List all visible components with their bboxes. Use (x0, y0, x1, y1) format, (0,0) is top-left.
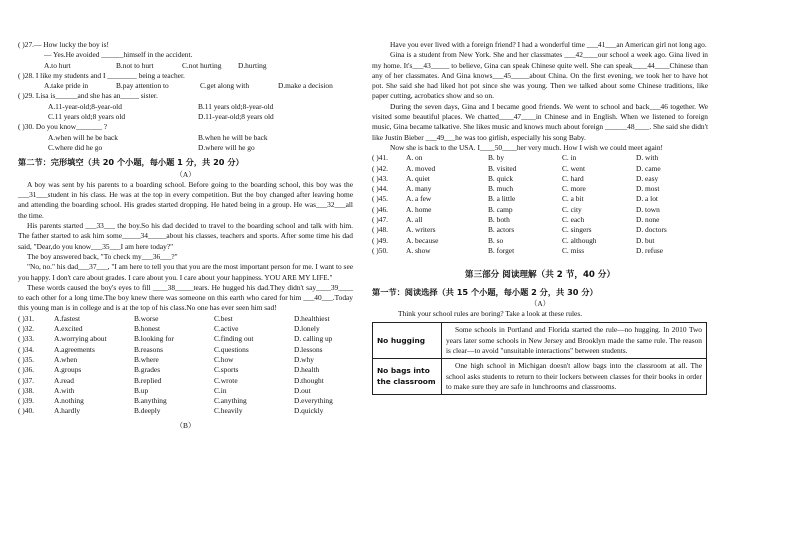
option-a: A.when (54, 354, 78, 364)
option-b: B.deeply (134, 406, 161, 416)
option-a: A.groups (54, 365, 82, 375)
option-b: B. visited (488, 163, 517, 173)
q29-options-row1 (18, 102, 353, 112)
option-row (18, 406, 353, 416)
option-d: D.hurting (238, 60, 267, 70)
question-number: ( )50. (372, 245, 389, 255)
option-d: D. none (636, 215, 660, 225)
passage-a-paragraph: The boy answered back, "To check my___36___?" (27, 251, 178, 261)
question-number: ( )41. (372, 153, 389, 163)
option-c: C.best (214, 313, 233, 323)
option-d: D.where will he go (198, 142, 255, 152)
option-c: C. hard (562, 173, 584, 183)
option-c: C.get along with (200, 81, 250, 91)
option-b: B. actors (488, 225, 515, 235)
question-number: ( )40. (18, 406, 35, 416)
option-row (18, 345, 353, 355)
option-d: D. a lot (636, 194, 658, 204)
option-c: C.active (214, 324, 239, 334)
option-d: D. most (636, 184, 660, 194)
option-b: B. forget (488, 245, 515, 255)
option-b: B.not to hurt (116, 60, 154, 70)
option-c: C.11 years old;8 years old (48, 112, 126, 122)
option-a: A.to hurt (44, 60, 71, 70)
option-d: D. doctors (636, 225, 667, 235)
option-a: A.fastest (54, 313, 81, 323)
option-b: B. much (488, 184, 514, 194)
question-number: ( )44. (372, 184, 389, 194)
option-d: D. with (636, 153, 659, 163)
option-c: C. although (562, 235, 597, 245)
q28-options (18, 81, 353, 91)
option-d: D. refuse (636, 245, 664, 255)
option-a: A.with (54, 385, 75, 395)
option-a: A. moved (406, 163, 436, 173)
option-b: B.looking for (134, 334, 174, 344)
option-row (372, 236, 708, 246)
option-b: B.honest (134, 324, 161, 334)
option-row (18, 314, 353, 324)
option-c: C.in (214, 385, 227, 395)
option-b: B. camp (488, 204, 513, 214)
option-a: A.nothing (54, 396, 84, 406)
q27-options (18, 61, 353, 71)
question-number: ( )32. (18, 324, 35, 334)
option-b: B.11 years old;8-year-old (198, 101, 274, 111)
left-column (18, 40, 353, 431)
question-number: ( )34. (18, 344, 35, 354)
part3-title: 第三部分 阅读理解（共 2 节，40 分） (464, 270, 616, 281)
table-row (373, 323, 707, 359)
option-d: D.thought (294, 375, 324, 385)
option-c: C.sports (214, 365, 239, 375)
right-column (372, 40, 708, 395)
question-number: ( )33. (18, 334, 35, 344)
rule-body: Some schools in Portland and Florida started the rule—no hugging. In 2010 Two years later some schools in New Jersey and Brooklyn made the same rule. The reason is clear—to avoid "unsuitable interactions" between students. (442, 323, 707, 359)
question-number: ( )43. (372, 173, 389, 183)
question-number: ( )42. (372, 163, 389, 173)
question-number: ( )37. (18, 375, 35, 385)
option-d: D.health (294, 365, 320, 375)
option-row (18, 376, 353, 386)
option-c: C. singers (562, 225, 592, 235)
option-c: C. went (562, 163, 585, 173)
q27-line2: — Yes.He avoided ______himself in the accident. (44, 50, 193, 60)
option-c: C. a bit (562, 194, 584, 204)
passage-b-paragraph: Now she is back to the USA. I____50____her very much. How I wish we could meet again! (390, 142, 663, 152)
passage-a-paragraph: "No, no." his dad___37___, "I am here to tell you that you are the most important person for me. I want to see you happy. I don't care about grades. I care about you. I care about your happiness. YOU ARE MY LIFE." (18, 262, 353, 282)
option-a: A.worrying about (54, 334, 107, 344)
option-d: D.healthiest (294, 313, 330, 323)
option-d: D.why (294, 354, 314, 364)
option-b: B.grades (134, 365, 161, 375)
option-row (372, 246, 708, 256)
option-a: A.11-year-old;8-year-old (48, 101, 122, 111)
question-number: ( )46. (372, 204, 389, 214)
option-c: C. each (562, 215, 585, 225)
option-c: C.heavily (214, 406, 243, 416)
option-row (372, 194, 708, 204)
option-a: A.hardly (54, 406, 81, 416)
option-row (372, 174, 708, 184)
reading-passage-a-label: （A） (529, 298, 551, 308)
option-a: A. show (406, 245, 431, 255)
option-d: D. but (636, 235, 655, 245)
rule-heading: No hugging (373, 323, 442, 359)
option-a: A.excited (54, 324, 83, 334)
question-number: ( )35. (18, 354, 35, 364)
option-row (372, 215, 708, 225)
option-c: C. in (562, 153, 577, 163)
passage-a-paragraph: These words caused the boy's eyes to fill ____38_____tears. He hugged his dad.They didn't say____39____ to each other for a long time.The boy knew there was someone on this earth who cared for him ___40___.Today this young man is in college and is at the top of his class.No one has ever seen him sad! (18, 282, 353, 313)
option-b: B. so (488, 235, 504, 245)
option-d: D.quickly (294, 406, 324, 416)
question-number: ( )45. (372, 194, 389, 204)
passage-a-paragraph: His parents started ___33___ the boy.So his dad decided to travel to the boarding school and talk with him. The father started to ask him some_____34_____about his classes, teachers and sports. After some time his dad said, "Dear,do you know___35___I am here today?" (18, 221, 353, 251)
option-a: A. a few (406, 194, 432, 204)
question-number: ( )38. (18, 385, 35, 395)
question-number: ( )48. (372, 225, 389, 235)
option-a: A.when will he be back (48, 132, 118, 142)
option-b: B.anything (134, 396, 167, 406)
option-d: D. came (636, 163, 661, 173)
option-row (18, 324, 353, 334)
option-b: B. by (488, 153, 505, 163)
option-a: A.take pride in (44, 81, 89, 91)
option-row (18, 355, 353, 365)
option-d: D. calling up (294, 334, 333, 344)
passage-b-label: （B） (175, 420, 196, 430)
option-d: D.lessons (294, 344, 323, 354)
passage-a-label: （A） (175, 169, 196, 179)
option-b: B. a little (488, 194, 516, 204)
option-d: D.lonely (294, 324, 320, 334)
option-d: D. easy (636, 173, 659, 183)
option-d: D. town (636, 204, 660, 214)
option-a: A. quiet (406, 173, 430, 183)
option-c: C.questions (214, 344, 249, 354)
option-a: A. writers (406, 225, 436, 235)
option-b: B.worse (134, 313, 159, 323)
passage-b-paragraph: Have you ever lived with a foreign friend? I had a wonderful time ___41___an American girl not long ago. (390, 40, 707, 49)
q27-stem: ( )27.— How lucky the boy is! (18, 40, 109, 49)
school-rules-table (372, 322, 707, 395)
q28-stem: ( )28. I like my students and I ________ being a teacher. (18, 70, 185, 80)
rule-body: One high school in Michigan doesn't allow bags into the classroom at all. The school asks students to return to their lockers between classes for their books in order to make sure they are safe in lunchrooms and classrooms. (442, 359, 707, 395)
option-b: B.when he will be back (198, 132, 268, 142)
option-c: C.finding out (214, 334, 254, 344)
section2-title: 第二节：完形填空（共 20 个小题，每小题 1 分，共 20 分） (18, 157, 244, 168)
option-a: A. home (406, 204, 432, 214)
option-a: A. all (406, 215, 423, 225)
reading-section1-title: 第一节：阅读选择（共 15 个小题，每小题 2 分，共 30 分） (372, 286, 598, 297)
option-a: A.read (54, 375, 74, 385)
cloze-options-41-50 (372, 153, 708, 256)
table-row (373, 359, 707, 395)
q29-options-row2 (18, 112, 353, 122)
option-row (372, 205, 708, 215)
cloze-options-31-40 (18, 314, 353, 417)
q30-stem: ( )30. Do you know_______ ? (18, 122, 108, 132)
question-number: ( )31. (18, 313, 35, 323)
q30-options-row2 (18, 143, 353, 153)
option-d: D.everything (294, 396, 333, 406)
q29-stem: ( )29. Lisa is______and she has an_____ sister. (18, 91, 158, 101)
option-row (372, 153, 708, 163)
option-d: D.11-year-old;8 years old (198, 112, 274, 122)
option-c: C.how (214, 354, 234, 364)
option-c: C.wrote (214, 375, 238, 385)
option-b: B.up (134, 385, 149, 395)
rule-heading: No bags into the classroom (373, 359, 442, 395)
option-c: C. more (562, 184, 586, 194)
option-a: A. because (406, 235, 439, 245)
option-row (18, 386, 353, 396)
question-number: ( )39. (18, 396, 35, 406)
passage-a-paragraph: A boy was sent by his parents to a boarding school. Before going to the boarding school, this boy was the ___31___student in his class. He was at the top in every competition. But the boy changed after leaving home and attending the boarding school. His grades started dropping. He hated being in a group. He was___32___all the time. (18, 179, 353, 220)
option-row (18, 396, 353, 406)
passage-b-paragraph: During the seven days, Gina and I became good friends. We went to school and back___46 together. We visited some beautiful places. We chatted____47____in Chinese and in English. When we listened to foreign music, Gina became talkative. She likes music and knows much about foreign ______48____. She said she didn't like Justin Bieber ___49___he was too girlish, especially his song Baby. (372, 101, 708, 142)
reading-intro: Think your school rules are boring? Take a look at these rules. (398, 309, 583, 319)
option-c: C.anything (214, 396, 247, 406)
option-c: C. city (562, 204, 582, 214)
option-row (18, 365, 353, 375)
question-number: ( )49. (372, 235, 389, 245)
option-b: B.where (134, 354, 159, 364)
option-d: D.out (294, 385, 311, 395)
option-d: D.make a decision (278, 81, 333, 91)
option-row (372, 164, 708, 174)
option-b: B.reasons (134, 344, 163, 354)
q30-options-row1 (18, 133, 353, 143)
option-c: C. miss (562, 245, 585, 255)
option-b: B. quick (488, 173, 514, 183)
option-b: B.pay attention to (116, 81, 169, 91)
passage-b-paragraph: Gina is a student from New York. She and her classmates ___42____our school a week ago. Gina lived in my home. It's___43_____ to believe, Gina can speak Chinese quite well. She can speak____44____Chinese than any of her classmates. And Gina knows___45_____about China. On the first evening, we took her to have hot pot. She said she had liked hot pot since she was young. Then we talked about some Chinese traditions, like paper cutting, acrobatics show and so on. (372, 50, 708, 101)
option-row (18, 334, 353, 344)
question-number: ( )47. (372, 215, 389, 225)
option-b: B.replied (134, 375, 162, 385)
option-a: A. on (406, 153, 423, 163)
option-a: A. many (406, 184, 432, 194)
option-b: B. both (488, 215, 510, 225)
option-c: C.where did he go (48, 142, 103, 152)
option-row (372, 184, 708, 194)
option-c: C.not hurting (182, 60, 222, 70)
question-number: ( )36. (18, 365, 35, 375)
option-row (372, 225, 708, 235)
option-a: A.agreements (54, 344, 95, 354)
